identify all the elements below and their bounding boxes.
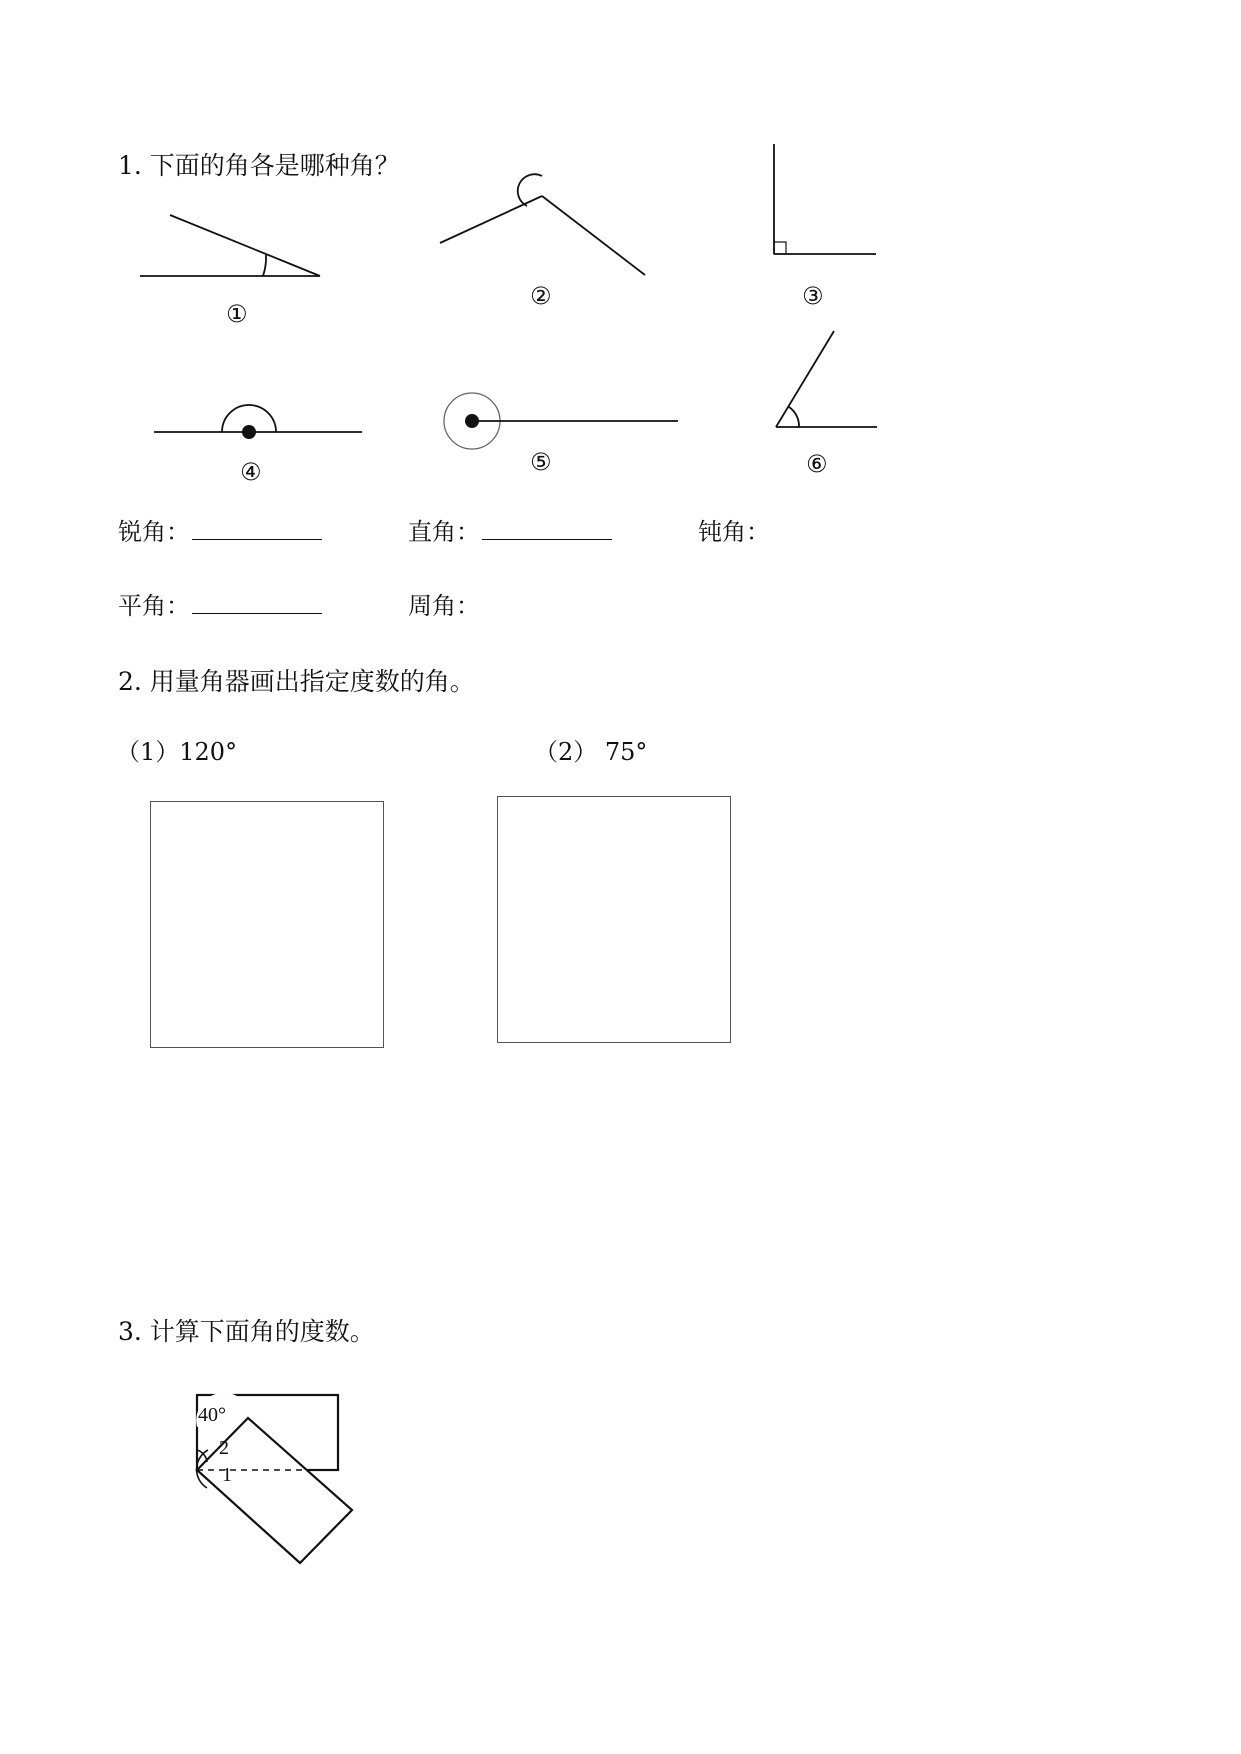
answer-acute-label: 锐角： bbox=[118, 518, 190, 546]
figure-label-2: ② bbox=[530, 282, 552, 310]
angle-figure-3 bbox=[774, 144, 876, 254]
angle-label-40: 40° bbox=[198, 1404, 226, 1426]
figure-label-6: ⑥ bbox=[806, 450, 828, 478]
answer-straight-label: 平角： bbox=[118, 592, 190, 620]
question-1-title: 1. 下面的角各是哪种角？ bbox=[118, 151, 400, 180]
answer-obtuse bbox=[698, 512, 770, 547]
angle-figure-5 bbox=[444, 393, 678, 449]
question-3-title: 3. 计算下面角的度数。 bbox=[118, 1317, 375, 1346]
answer-acute bbox=[118, 512, 322, 547]
figure-label-1: ① bbox=[226, 300, 248, 328]
answer-right-blank[interactable] bbox=[482, 517, 612, 540]
answer-full bbox=[408, 586, 480, 621]
question-2-title: 2. 用量角器画出指定度数的角。 bbox=[118, 667, 475, 696]
drawing-box-2[interactable] bbox=[497, 796, 731, 1043]
angle-figure-6 bbox=[776, 331, 877, 427]
angle-figure-4 bbox=[154, 405, 362, 439]
question-2-part-2: （2） 75° bbox=[534, 738, 648, 766]
answer-acute-blank[interactable] bbox=[192, 517, 322, 540]
figure-label-4: ④ bbox=[240, 458, 262, 486]
angle-figure-2 bbox=[440, 174, 645, 275]
figure-label-5: ⑤ bbox=[530, 448, 552, 476]
angle-figure-1 bbox=[140, 215, 320, 276]
drawing-box-1[interactable] bbox=[150, 801, 384, 1048]
question-2-part-1: （1）120° bbox=[116, 738, 238, 766]
answer-right bbox=[408, 512, 612, 547]
answer-obtuse-label: 钝角： bbox=[698, 518, 770, 546]
answer-straight-blank[interactable] bbox=[192, 591, 322, 614]
answer-right-label: 直角： bbox=[408, 518, 480, 546]
answer-full-label: 周角： bbox=[408, 592, 480, 620]
figure-label-3: ③ bbox=[802, 282, 824, 310]
answer-straight bbox=[118, 586, 322, 621]
angle-label-1: 1 bbox=[222, 1464, 232, 1486]
angle-label-2: 2 bbox=[219, 1437, 229, 1459]
